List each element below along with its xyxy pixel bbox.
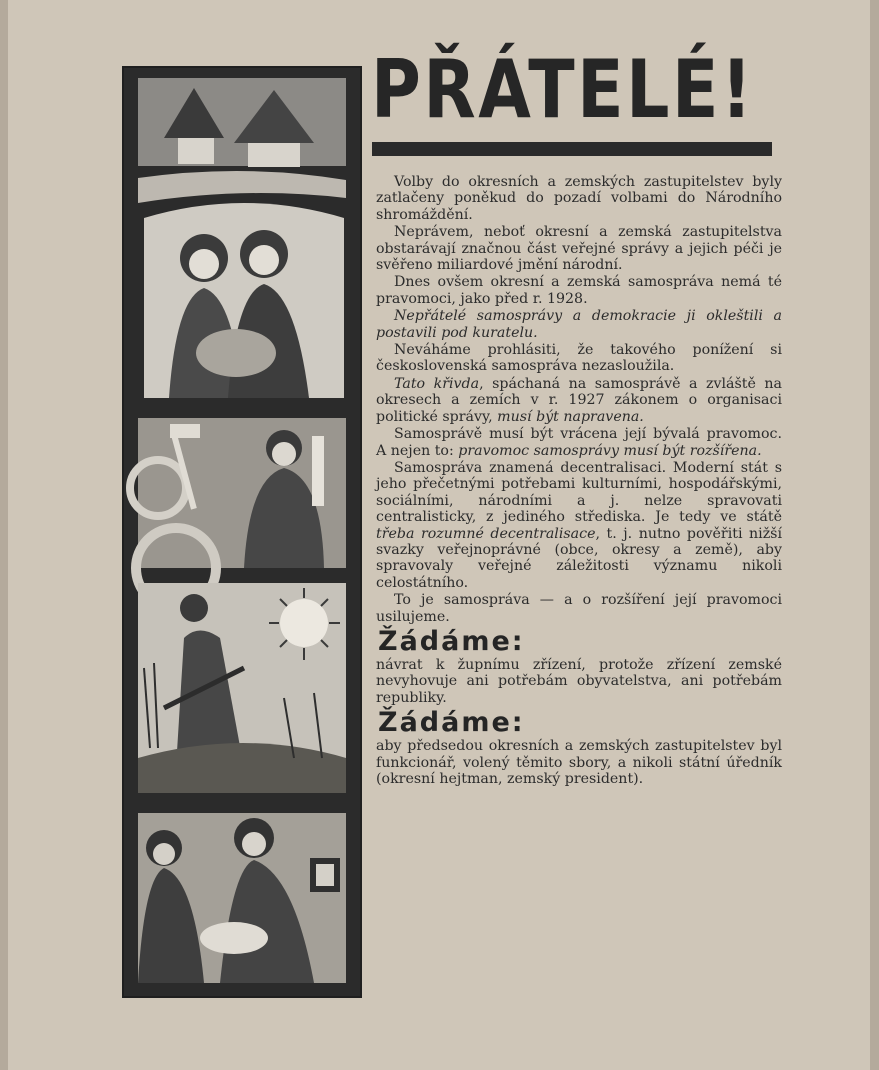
paragraph-5: Neváháme prohlásiti, že takového ponížení si československá samospráva nezasloužila. bbox=[376, 342, 782, 375]
paragraph-7: Samosprávě musí být vrácena její bývalá pravomoc. A nejen to: pravomoc samosprávy musí být rozšířena. bbox=[376, 426, 782, 459]
paragraph-6: Tato křivda, spáchaná na samosprávě a zvláště na okresech a zemích v r. 1927 zákonem o organisaci politické správy, musí být napravena. bbox=[376, 375, 783, 425]
paragraph-9: To je samospráva — a o rozšíření její pravomoci usilujeme. bbox=[376, 592, 782, 625]
woodcut-illustration-icon bbox=[124, 68, 360, 996]
woodcut-illustration bbox=[122, 66, 362, 998]
demand-heading-1: Žádáme: bbox=[378, 625, 525, 657]
paragraph-1: Volby do okresních a zemských zastupitelstev byly zatlačeny poněkud do pozadí volbami do Národního shromáždění. bbox=[376, 174, 782, 223]
demand-text-2: aby předsedou okresních a zemských zastupitelstev byl funkcionář, volený těmito sbory, a nikoli státní úředník (okresní hejtman, zemský president). bbox=[376, 738, 782, 787]
paragraph-4: Nepřátelé samosprávy a demokracie ji okleštili a postavili pod kuratelu. bbox=[376, 308, 782, 341]
demand-text-1: návrat k župnímu zřízení, protože zřízení zemské nevyhovuje ani potřebám obyvatelstva, ani potřebám republiky. bbox=[376, 656, 782, 706]
demand-heading-2: Žádáme: bbox=[378, 707, 525, 739]
paragraph-2: Neprávem, neboť okresní a zemská zastupitelstva obstarávají značnou část veřejné správy a jejich péči je svěřeno miliardové jmění národní. bbox=[376, 224, 782, 274]
paragraph-8: Samospráva znamená decentralisaci. Moderní stát s jeho přečetnými potřebami kulturními, hospodářskými, sociálními, národními a j. nelze spravovati centralisticky, z jediného střediska. Je tedy ve státě třeba rozumné decentralisace, t. j. nutno pověřiti nižší svazky veřejnoprávné (obce, okresy a země), aby spravovaly veřejné záležitosti významu nikoli celostátního. bbox=[376, 459, 782, 591]
page-title: PŘÁTELÉ! bbox=[371, 43, 755, 136]
title-underline bbox=[372, 142, 772, 156]
leaflet-text bbox=[376, 174, 782, 788]
paragraph-3: Dnes ovšem okresní a zemská samospráva nemá té pravomoci, jako před r. 1928. bbox=[376, 274, 782, 307]
